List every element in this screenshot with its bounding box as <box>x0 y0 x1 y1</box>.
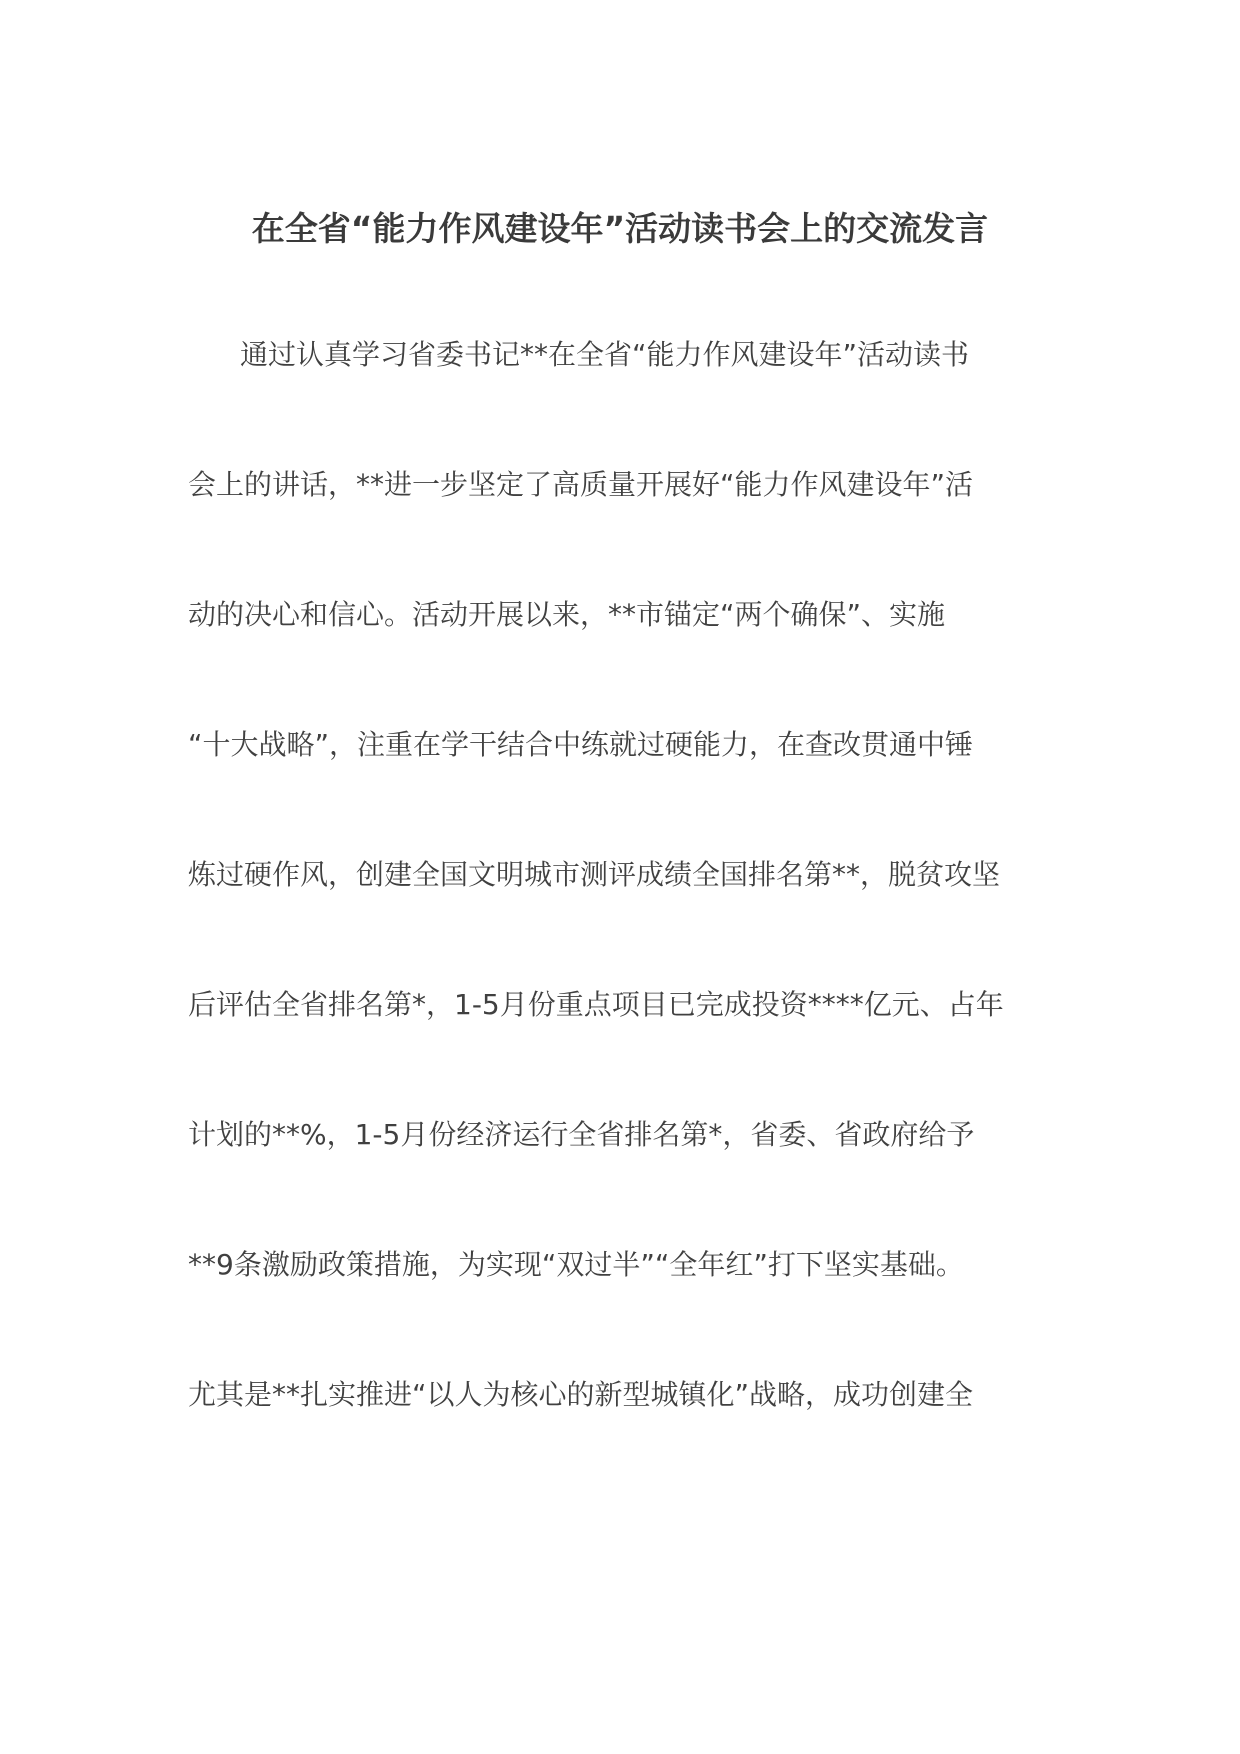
paragraph-line-3: 动的决心和信心。活动开展以来，**市锚定“两个确保”、实施 <box>188 598 946 631</box>
paragraph-line-9: 尤其是**扎实推进“以人为核心的新型城镇化”战略，成功创建全 <box>188 1378 974 1411</box>
document-title: 在全省“能力作风建设年”活动读书会上的交流发言 <box>251 209 989 248</box>
paragraph-line-7: 计划的**%，1-5月份经济运行全省排名第*，省委、省政府给予 <box>188 1118 975 1151</box>
paragraph-line-2: 会上的讲话，**进一步坚定了高质量开展好“能力作风建设年”活 <box>188 468 974 501</box>
paragraph-line-8: **9条激励政策措施，为实现“双过半”“全年红”打下坚实基础。 <box>188 1248 964 1281</box>
paragraph-line-4: “十大战略”，注重在学干结合中练就过硬能力，在查改贯通中锤 <box>188 728 974 761</box>
paragraph-line-5: 炼过硬作风，创建全国文明城市测评成绩全国排名第**，脱贫攻坚 <box>188 858 1001 891</box>
paragraph-line-6: 后评估全省排名第*，1-5月份重点项目已完成投资****亿元、占年 <box>188 988 1004 1021</box>
paragraph-line-1: 通过认真学习省委书记**在全省“能力作风建设年”活动读书 <box>240 338 970 371</box>
